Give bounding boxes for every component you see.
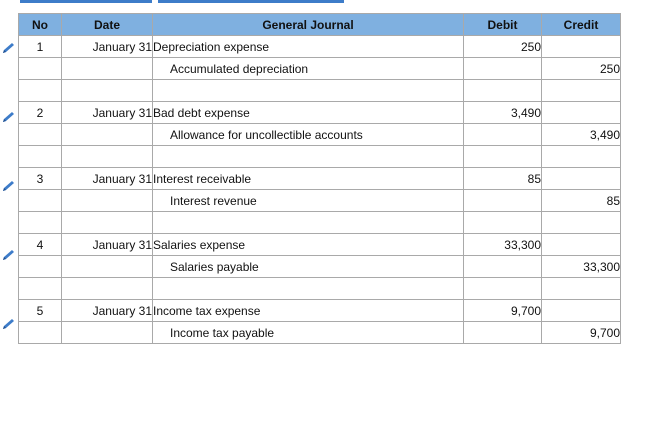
credit-amount-empty[interactable] [542,36,621,58]
table-row [19,278,621,300]
empty-cell[interactable] [62,146,153,168]
empty-cell[interactable] [542,212,621,234]
empty-cell [19,322,62,344]
debit-account[interactable]: Depreciation expense [153,36,464,58]
table-row [19,256,621,278]
empty-cell[interactable] [153,146,464,168]
table-header-row [19,14,621,36]
pencil-icon[interactable] [1,318,17,330]
empty-cell[interactable] [464,80,542,102]
credit-amount[interactable]: 85 [542,190,621,212]
debit-account[interactable]: Bad debt expense [153,102,464,124]
credit-amount[interactable]: 3,490 [542,124,621,146]
empty-cell [19,80,62,102]
debit-account[interactable]: Interest receivable [153,168,464,190]
credit-amount-empty[interactable] [542,234,621,256]
empty-cell [19,256,62,278]
table-row [19,234,621,256]
empty-cell[interactable] [464,278,542,300]
top-tab-indicator-right [158,0,344,3]
credit-account[interactable]: Allowance for uncollectible accounts [153,124,464,146]
empty-cell[interactable] [62,80,153,102]
table-row [19,322,621,344]
credit-amount[interactable]: 9,700 [542,322,621,344]
empty-cell [19,124,62,146]
entry-number: 3 [19,168,62,190]
table-row [19,146,621,168]
header-no: No [19,14,62,36]
table-row [19,124,621,146]
date-cell-empty[interactable] [62,58,153,80]
empty-cell[interactable] [62,278,153,300]
header-date: Date [62,14,153,36]
debit-amount[interactable]: 85 [464,168,542,190]
table-row [19,300,621,322]
credit-account[interactable]: Salaries payable [153,256,464,278]
pencil-icon[interactable] [1,249,17,261]
header-credit: Credit [542,14,621,36]
general-journal-table [18,13,621,344]
debit-amount[interactable]: 9,700 [464,300,542,322]
date-cell-empty[interactable] [62,124,153,146]
entry-date[interactable]: January 31 [62,36,153,58]
table-row [19,102,621,124]
top-tab-indicator-left [20,0,152,3]
entry-number: 5 [19,300,62,322]
debit-amount[interactable]: 250 [464,36,542,58]
pencil-icon[interactable] [1,42,17,54]
entry-date[interactable]: January 31 [62,234,153,256]
table-row [19,36,621,58]
pencil-icon[interactable] [1,111,17,123]
entry-date[interactable]: January 31 [62,102,153,124]
empty-cell [19,212,62,234]
credit-amount-empty[interactable] [542,300,621,322]
empty-cell[interactable] [153,212,464,234]
empty-cell [19,146,62,168]
empty-cell[interactable] [464,146,542,168]
table-row [19,190,621,212]
empty-cell[interactable] [153,80,464,102]
empty-cell [19,190,62,212]
credit-account[interactable]: Accumulated depreciation [153,58,464,80]
empty-cell[interactable] [153,278,464,300]
table-row [19,168,621,190]
entry-number: 1 [19,36,62,58]
debit-amount-empty[interactable] [464,58,542,80]
date-cell-empty[interactable] [62,190,153,212]
debit-account[interactable]: Salaries expense [153,234,464,256]
debit-amount-empty[interactable] [464,322,542,344]
entry-date[interactable]: January 31 [62,168,153,190]
debit-amount-empty[interactable] [464,124,542,146]
entry-date[interactable]: January 31 [62,300,153,322]
table-row [19,212,621,234]
entry-number: 2 [19,102,62,124]
empty-cell[interactable] [62,212,153,234]
credit-account[interactable]: Interest revenue [153,190,464,212]
credit-amount-empty[interactable] [542,168,621,190]
entry-number: 4 [19,234,62,256]
empty-cell[interactable] [542,278,621,300]
empty-cell[interactable] [464,212,542,234]
credit-account[interactable]: Income tax payable [153,322,464,344]
table-row [19,58,621,80]
credit-amount-empty[interactable] [542,102,621,124]
debit-amount-empty[interactable] [464,190,542,212]
pencil-icon[interactable] [1,180,17,192]
empty-cell[interactable] [542,80,621,102]
empty-cell[interactable] [542,146,621,168]
credit-amount[interactable]: 250 [542,58,621,80]
header-general-journal: General Journal [153,14,464,36]
debit-amount-empty[interactable] [464,256,542,278]
empty-cell [19,58,62,80]
date-cell-empty[interactable] [62,256,153,278]
date-cell-empty[interactable] [62,322,153,344]
debit-amount[interactable]: 33,300 [464,234,542,256]
debit-amount[interactable]: 3,490 [464,102,542,124]
empty-cell [19,278,62,300]
header-debit: Debit [464,14,542,36]
debit-account[interactable]: Income tax expense [153,300,464,322]
table-row [19,80,621,102]
credit-amount[interactable]: 33,300 [542,256,621,278]
